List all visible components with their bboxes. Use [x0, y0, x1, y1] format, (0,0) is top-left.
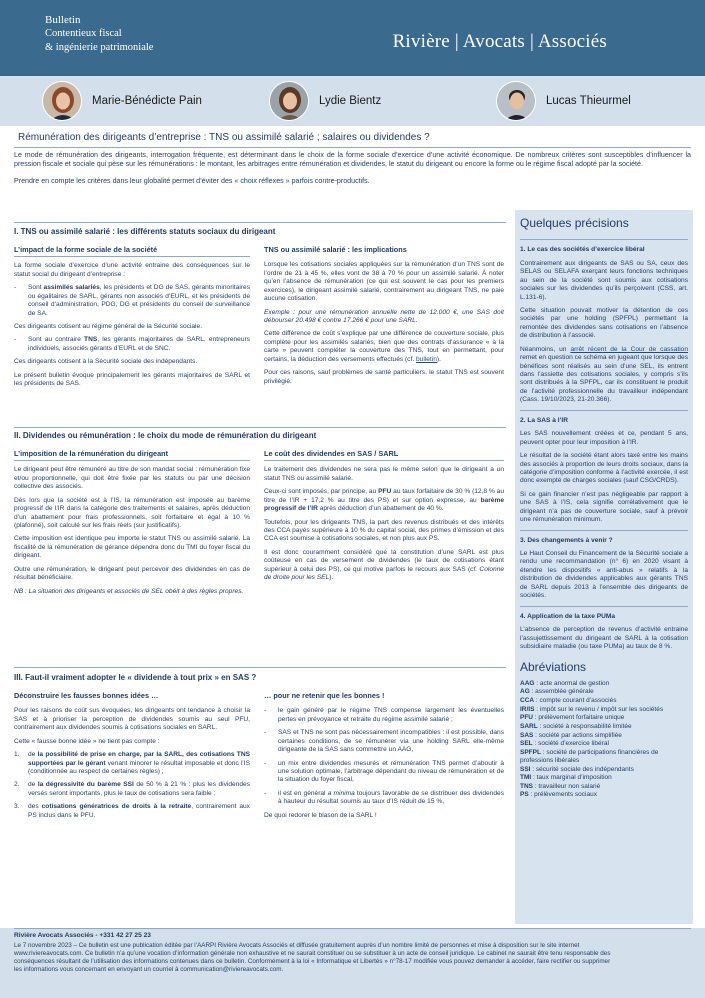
section-title: III. Faut-il vraiment adopter le « dividende à tout prix » en SAS ? [14, 673, 257, 682]
main-column [14, 222, 506, 924]
sidebar-heading: 2. La SAS à l’IR [520, 416, 569, 424]
abbreviation-item: IR/IS : impôt sur le revenu / impôt sur les sociétés [520, 705, 664, 713]
abbreviation-key: SEL [520, 740, 533, 748]
abbreviation-value: sécurité sociale des indépendants [535, 765, 634, 773]
sidebar-paragraph: Contrairement aux dirigeants de SAS ou SA, ceux des SELAS ou SELAFA exerçant leurs fonctions techniques au sein de la société sont soumis aux cotisations sociales sur les dividendes qu’ils perçoivent (CSS, art. L.131-6). [520, 259, 688, 301]
column-heading: Déconstruire les fausses bonnes idées … [14, 691, 159, 700]
author-name: Marie-Bénédicte Pain [92, 94, 202, 107]
abbreviation-key: SAS [520, 731, 534, 739]
sidebar-heading: 3. Des changements à venir ? [520, 536, 613, 544]
abbreviations-list [515, 680, 693, 800]
paragraph: Le traitement des dividendes ne sera pas le même selon que le dirigeant a un statut TNS ou assimilé salarié. [264, 466, 504, 482]
paragraph: Le présent bulletin évoque principalement les gérants majoritaires de SARL et les présidents de SAS. [14, 371, 250, 388]
abbreviation-value: taux marginal d’imposition [536, 774, 612, 782]
sidebar-title: Quelques précisions [520, 216, 629, 230]
author-photo-avatar [42, 81, 82, 121]
abbreviation-item: AG : assemblée générale [520, 688, 594, 696]
sidebar-paragraph: L’absence de perception de revenus d’activité entraine l’assujettissement du dirigeant de SARL à la cotisation subsidiaire maladie (ou taxe PUMa) au taux de 8 %. [520, 626, 688, 650]
paragraph: De quoi redorer le blason de la SARL ! [264, 811, 377, 819]
sidebar-paragraph: Le Haut Conseil du Financement de la Sécurité sociale a rendu une recommandation (n° 6) en 2020 visant à étendre les dispositifs « anti-abus » relatifs à la distribution de dividendes applicables aux gérants TNS de SARL depuis 2013 à l’ensemble des dirigeants de sociétés. [520, 550, 688, 600]
author-card [269, 80, 381, 122]
abbreviation-value: prélèvement forfaitaire unique [538, 714, 625, 722]
list-item: 3. des cotisations génératrices de droits à la retraite, contrairement aux PS inclus dans le PFU. [14, 803, 250, 819]
author-name: Lucas Thieurmel [546, 94, 631, 107]
sidebar-paragraph: Si ce gain financier n’est pas négligeable par rapport à une SAS à l’IS, cela signifie corrélativement que le dirigeant n’a pas de couverture sociale, sauf à prévoir une rémunération minimum. [520, 490, 688, 524]
sidebar-divider [520, 606, 688, 607]
sidebar-paragraph: Néanmoins, un arrêt récent de la Cour de cassation remet en question ce schéma en jugeant que lorsque des bénéfices sont réalisés au sein d’une SEL, ils entrent dans l’assiette des cotisations sociales, y compris s’ils sont distribués à la SPFPL, car ils constituent le produit de l’activité professionnelle du travailleur indépendant (Cass. 19/10/2023, 21-20.366). [520, 345, 688, 404]
header-band [0, 0, 705, 76]
sidebar-body [515, 239, 693, 651]
abbreviation-item: PS : prélèvements sociaux [520, 791, 597, 799]
list-item: - un mix entre dividendes mesurés et rémunération TNS permet d’aboutir à une solution optimale, l’arbitrage dépendant du niveau de rémunération et de la situation du foyer fiscal, [264, 759, 504, 784]
abbreviation-key: PS [520, 791, 529, 799]
abbreviation-item: PFU : prélèvement forfaitaire unique [520, 714, 625, 722]
paragraph: Toutefois, pour les dirigeants TNS, la part des revenus distribués et des intérêts des CCA payés supérieure à 10 % du capital social, des primes d’émission et des CCA est soumise à cotisations sociales, et non plus aux PS. [264, 518, 504, 543]
abbreviation-value: acte anormal de gestion [539, 679, 610, 687]
column-heading: L’imposition de la rémunération du dirigeant [14, 447, 250, 461]
abbreviation-value: prélèvements sociaux [534, 791, 597, 799]
paragraph: Dès lors que la société est à l’IS, la rémunération est imposée au barème progressif de l’IR dans la catégorie des traitements et salaires, après déduction d’un abattement pour frais professionnels, soit forfaitaire et égal à 10 % (plafonné), soit calculé sur les frais réels (sur justificatifs). [14, 496, 250, 529]
sidebar-heading: 4. Application de la taxe PUMa [520, 612, 616, 620]
abbreviation-item: CCA : compte courant d’associés [520, 697, 617, 705]
abbreviation-value: impôt sur le revenu / impôt sur les sociétés [539, 705, 664, 713]
abbreviation-key: SARL [520, 722, 538, 730]
abbreviation-key: TMI [520, 774, 532, 782]
abbreviation-value: société à responsabilité limitée [543, 722, 632, 730]
intro-paragraph: Prendre en compte les critères dans leur globalité permet d’éviter des « choix réflexes » parfois contre-productifs. [14, 177, 370, 186]
paragraph: Lorsque les cotisations sociales appliquées sur la rémunération d’un TNS sont de l’ordre de 21 à 45 %, elles vont de 38 à 70 % pour un assimilé salarié. À noter qu’en l’absence de rémunération (ce qui est souvent le cas pour les premiers exercices), le dirigeant assimilé salarié, contrairement au dirigeant TNS, ne paie aucune cotisation. [264, 261, 504, 303]
section-1 [14, 223, 506, 240]
bulletin-subject-line1: Contentieux fiscal [45, 28, 122, 40]
sidebar-paragraph: Cette situation pouvait motiver la détention de ces sociétés par une holding (SPFPL) permettant la remontée des dividendes sans cotisations en l’absence de distribution à l’associé. [520, 306, 688, 340]
sidebar-paragraph: Le résultat de la société étant alors taxé entre les mains des associés à proportion de leurs droits sociaux, dans la catégorie d’imposition conforme à l’activité exercée, il est donc exempté de charges sociales (sauf CSG/CRDS). [520, 452, 688, 485]
sidebar-paragraph: Les SAS nouvellement créées et ce, pendant 5 ans, peuvent opter pour leur imposition à l’IR. [520, 430, 688, 446]
sidebar-divider [520, 530, 688, 531]
abbreviation-item: TNS : travailleur non salarié [520, 782, 601, 790]
author-photo-avatar [269, 81, 309, 121]
column-heading: TNS ou assimilé salarié : les implications [264, 245, 407, 254]
abbreviation-value: travailleur non salarié [538, 782, 601, 790]
s2-left-column [14, 447, 250, 601]
s3-right-column [264, 689, 504, 825]
abbreviation-key: SSI [520, 765, 531, 773]
author-card [42, 80, 202, 122]
bulletin-label: Bulletin [45, 14, 81, 26]
abbreviations-title: Abréviations [520, 660, 587, 675]
intro-text [14, 151, 691, 188]
bulletin-title: Rémunération des dirigeants d’entreprise : TNS ou assimilé salarié ; salaires ou dividendes ? [14, 130, 691, 148]
paragraph: Outre une rémunération, le dirigeant peut percevoir des dividendes en cas de résultat bénéficiaire. [14, 565, 250, 582]
s3-left-column [14, 689, 250, 825]
s1-left-column [14, 243, 250, 394]
abbreviation-value: compte courant d’associés [539, 697, 617, 705]
abbreviation-item: SEL : société d’exercice libéral [520, 740, 609, 748]
sidebar-precisions [515, 210, 693, 924]
abbreviation-key: AAG [520, 679, 535, 687]
list-item: - SAS et TNS ne sont pas nécessairement incompatibles : il est possible, dans certaines conditions, de se rémunérer via une holding SARL elle-même dirigeante de la SAS sans commettre un AAG, [264, 729, 504, 754]
section-divider [14, 667, 506, 668]
column-heading: … pour ne retenir que les bonnes ! [264, 691, 385, 700]
list-item: 2. de la dégressivité du barème SSI de 50 % à 21 % : plus les dividendes versés seront importants, plus le taux de cotisations sera faible ; [14, 781, 250, 797]
sidebar-divider [520, 410, 688, 411]
abbreviation-item: SSI : sécurité sociale des indépendants [520, 765, 634, 773]
paragraph: Cette imposition est identique peu importe le statut TNS ou assimilé salarié. La fiscalité de la rémunération de gérance dépendra donc du TMI du foyer fiscal du dirigeant. [14, 535, 250, 560]
sidebar-divider [520, 239, 688, 240]
abbreviation-key: CCA [520, 697, 535, 705]
paragraph: Il est donc couramment considéré que la constitution d’une SARL est plus coûteuse en cas de versement de dividendes (le taux de cotisations étant supérieur à celui des PS), ce qui motive parfois le recours aux SAS (cf. Colonne de droite pour les SEL). [264, 548, 504, 582]
column-heading: Le coût des dividendes en SAS / SARL [264, 447, 504, 461]
abbreviation-value: société par actions simplifiée [538, 731, 622, 739]
bulletin-heading [45, 13, 153, 55]
section-title: II. Dividendes ou rémunération : le choix du mode de rémunération du dirigeant [14, 431, 317, 440]
paragraph: La forme sociale d’exercice d’une activité entraine des conséquences sur le statut social du dirigeant d’entreprise : [14, 262, 250, 278]
paragraph: NB : La situation des dirigeants et associés de SEL obéit à des règles propres. [14, 587, 244, 595]
firm-brand: Rivière | Avocats | Associés [392, 31, 607, 52]
section-2 [14, 427, 506, 444]
intro-paragraph: Le mode de rémunération des dirigeants, interrogation fréquente, est déterminant dans le choix de la forme sociale d’exercice d’une activité économique. De nombreux critères sont susceptibles d’influencer la pression fiscale et sociale qui pèse sur les rémunérations : le montant, les arbitrages entre rémunération et dividendes, le statut du dirigeant ou encore la forme ou le régime fiscal adopté par la société. [14, 151, 691, 169]
authors-band [0, 76, 705, 126]
abbreviation-key: IR/IS [520, 705, 535, 713]
abbreviation-key: SPFPL [520, 748, 541, 756]
abbreviation-key: TNS [520, 782, 533, 790]
paragraph: Pour ces raisons, sauf problèmes de santé particuliers, le statut TNS est souvent privilégié. [264, 369, 504, 385]
abbreviation-key: AG [520, 688, 530, 696]
paragraph: Ces dirigeants cotisent à la Sécurité sociale des indépendants. [14, 358, 198, 366]
abbreviation-value: assemblée générale [535, 688, 594, 696]
paragraph: Cette différence de coût s’explique par une différence de couverture sociale, plus complète pour les assimilés salariés, bien que des contrats d’assurance « à la carte » peuvent compléter la couverture des TNS, tout en permettant, pour certains, la déduction des versements effectués (cf. bulletin). [264, 330, 504, 363]
paragraph: Ces dirigeants cotisent au régime général de la Sécurité sociale. [14, 322, 203, 330]
list-item: - Sont au contraire TNS, les gérants majoritaires de SARL, entrepreneurs individuels, associés gérants d’EURL et de SNC. [14, 336, 250, 352]
paragraph: Exemple : pour une rémunération annuelle nette de 12.000 €, une SAS doit débourser 20.498 € contre 17.266 € pour une SARL. [264, 308, 504, 324]
s2-right-column [264, 447, 504, 588]
footer-legal-notice: Le 7 novembre 2023 – Ce bulletin est une publication éditée par l’AARPI Rivière Avocats Associés et diffusée gratuitement auprès d’un nombre limité de personnes et mise à disposition sur le site internet www.riviereavocats.com. Ce bulletin n’a qu’une vocation d’information générale non exhaustive et ne saurait constituer ou se substituer à un acte de conseil juridique. Le cabinet ne saurait être tenu responsable des conséquences résultant de l’utilisation des informations contenues dans ce bulletin. Conformément à la loi « Informatique et Libertés » n°78-17 modifiée vous pouvez demander à accéder, faire rectifier ou supprimer les informations vous concernant en envoyant un courriel à communication@riviereavocats.com. [14, 942, 611, 973]
paragraph: Pour les raisons de coût sus évoquées, les dirigeants ont tendance à choisir la SAS et à prioriser la perception de dividendes soumis au seul PFU, contrairement aux dividendes soumis à cotisations sociales en SARL. [14, 707, 250, 732]
paragraph: Ceux-ci sont imposés, par principe, au PFU au taux forfaitaire de 30 % (12,8 % au titre de l’IR + 17,2 % au titre des PS) et sur option expresse, au barème progressif de l’IR après déduction d’un abattement de 40 %. [264, 488, 505, 513]
author-card [496, 80, 631, 122]
abbreviation-item: SARL : société à responsabilité limitée [520, 722, 632, 730]
footer-divider [14, 928, 691, 929]
abbreviation-value: société de participations financières de professions libérales [520, 748, 659, 764]
paragraph: Cette « fausse bonne idée » ne tient pas compte : [14, 737, 160, 745]
abbreviation-item: TMI : taux marginal d’imposition [520, 774, 612, 782]
list-item: 1. de la possibilité de prise en charge, par la SARL, des cotisations TNS supportées par le gérant venant minorer le résultat imposable et donc l’IS (conditionnée au respect de certaines règles) ; [14, 751, 250, 775]
bulletin-subject-line2: & ingénierie patrimoniale [45, 41, 154, 53]
paragraph: Le dirigeant peut être rémunéré au titre de son mandat social : rémunération fixe et/ou proportionnelle, qui doit être fixée par les statuts ou par une décision collective des associés. [14, 466, 250, 491]
cassation-link[interactable]: arrêt récent de la Cour de cassation [570, 345, 688, 353]
author-name: Lydie Bientz [319, 94, 382, 107]
s1-right-column [264, 243, 504, 391]
abbreviation-item: AAG : acte anormal de gestion [520, 679, 610, 687]
abbreviation-value: société d’exercice libéral [538, 740, 609, 748]
section-3 [14, 669, 506, 686]
section-title: I. TNS ou assimilé salarié : les différents statuts sociaux du dirigeant [14, 227, 276, 236]
abbreviation-item: SAS : société par actions simplifiée [520, 731, 622, 739]
footer-contact: Rivière Avocats Associés - +331 42 27 25 23 [14, 932, 151, 939]
sidebar-heading: 1. Le cas des sociétés d’exercice libéral [520, 246, 645, 254]
list-item: - il est en général a minima toujours favorable de se distribuer des dividendes à hauteur du résultat soumis au taux d’IS réduit de 15 %, [264, 789, 505, 806]
list-item: - le gain généré par le régime TNS compense largement les éventuelles pertes en prévoyance et retraite du régime assimilé salarié ; [264, 707, 504, 723]
bulletin-link[interactable]: bulletin [415, 355, 437, 363]
author-photo-avatar [496, 81, 536, 121]
column-heading: L’impact de la forme sociale de la société [14, 243, 250, 257]
abbreviation-item: SPFPL : société de participations financières de professions libérales [520, 748, 659, 764]
abbreviation-key: PFU [520, 714, 533, 722]
footer [0, 928, 705, 998]
list-item: - Sont assimilés salariés, les présidents et DG de SAS, gérants minoritaires ou égalitaires de SARL, gérants non associés d’EURL, et les présidents de conseil d’administration, PDG, DG et présidents du conseil de surveillance de SA. [14, 284, 250, 317]
